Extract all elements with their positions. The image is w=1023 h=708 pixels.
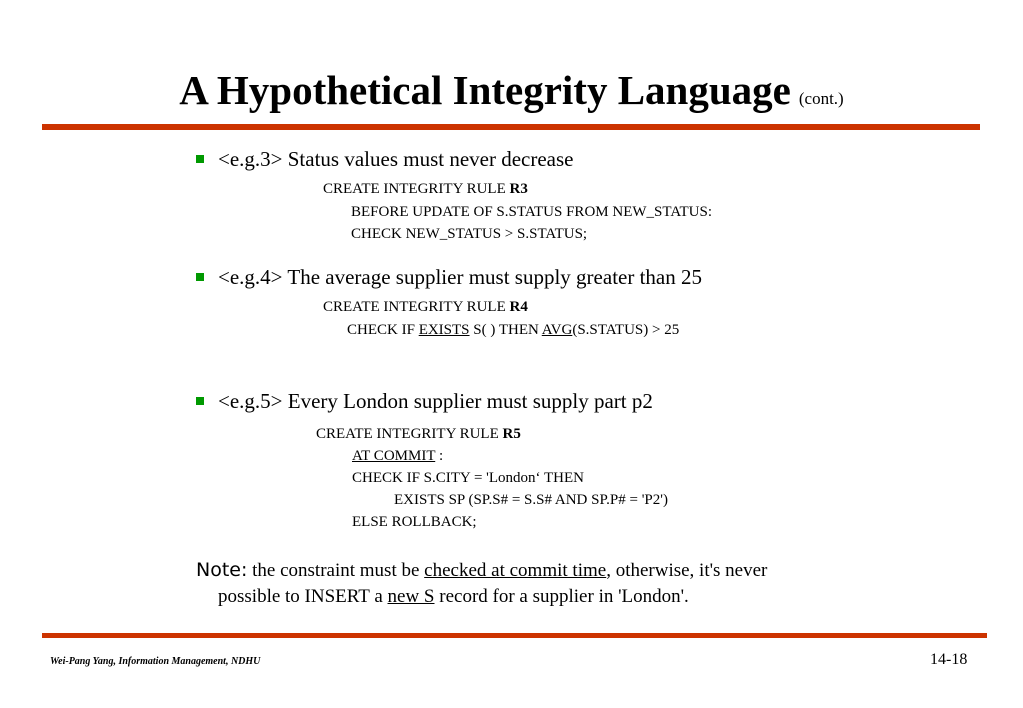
code-line: CHECK NEW_STATUS > S.STATUS;	[351, 226, 588, 242]
page-number: 14-18	[930, 651, 968, 668]
code-text: CREATE INTEGRITY RULE	[323, 299, 510, 315]
rule-name: R3	[509, 181, 528, 197]
code-line	[347, 320, 679, 340]
code-text: S( ) THEN	[469, 322, 542, 338]
note-text: , otherwise, it's never	[606, 560, 768, 581]
example-heading-5: <e.g.5> Every London supplier must supply part p2	[218, 389, 653, 413]
example-heading-3: <e.g.3> Status values must never decrease	[218, 147, 574, 171]
note-text: possible to INSERT a	[218, 586, 388, 607]
code-text: CREATE INTEGRITY RULE	[323, 181, 510, 197]
code-line: CHECK IF S.CITY = 'London‘ THEN	[352, 470, 584, 486]
note-emphasis: checked at commit time	[424, 560, 607, 581]
bottom-divider	[42, 633, 987, 638]
bullet-icon	[196, 397, 204, 405]
code-line: BEFORE UPDATE OF S.STATUS FROM NEW_STATUS:	[351, 204, 712, 220]
code-line: ELSE ROLLBACK;	[352, 514, 477, 530]
code-keyword: AT COMMIT	[352, 448, 436, 464]
rule-name: R5	[502, 426, 521, 442]
note-text: the constraint must be	[247, 560, 425, 581]
title-cont: (cont.)	[798, 89, 844, 108]
code-line	[323, 297, 528, 317]
note-paragraph	[196, 557, 916, 610]
example-heading-4: <e.g.4> The average supplier must supply greater than 25	[218, 265, 702, 289]
title-main: A Hypothetical Integrity Language	[179, 67, 791, 113]
code-line	[323, 179, 528, 199]
bullet-icon	[196, 155, 204, 163]
footer-author: Wei-Pang Yang, Information Management, NDHU	[50, 656, 261, 667]
bullet-icon	[196, 273, 204, 281]
note-emphasis: new S	[387, 586, 435, 607]
code-line: EXISTS SP (SP.S# = S.S# AND SP.P# = 'P2')	[394, 492, 668, 508]
code-text: CREATE INTEGRITY RULE	[316, 426, 503, 442]
code-text: :	[435, 448, 444, 464]
code-text: (S.STATUS) > 25	[572, 322, 680, 338]
slide-title	[0, 66, 1023, 114]
rule-name: R4	[509, 299, 528, 315]
code-line	[352, 446, 443, 466]
code-text: CHECK IF	[347, 322, 419, 338]
top-divider	[42, 124, 980, 130]
code-line	[316, 424, 521, 444]
note-label: Note:	[196, 559, 248, 581]
note-text: record for a supplier in 'London'.	[434, 586, 689, 607]
note-line-2	[196, 584, 916, 610]
code-keyword: AVG	[541, 322, 573, 338]
code-keyword: EXISTS	[418, 322, 470, 338]
